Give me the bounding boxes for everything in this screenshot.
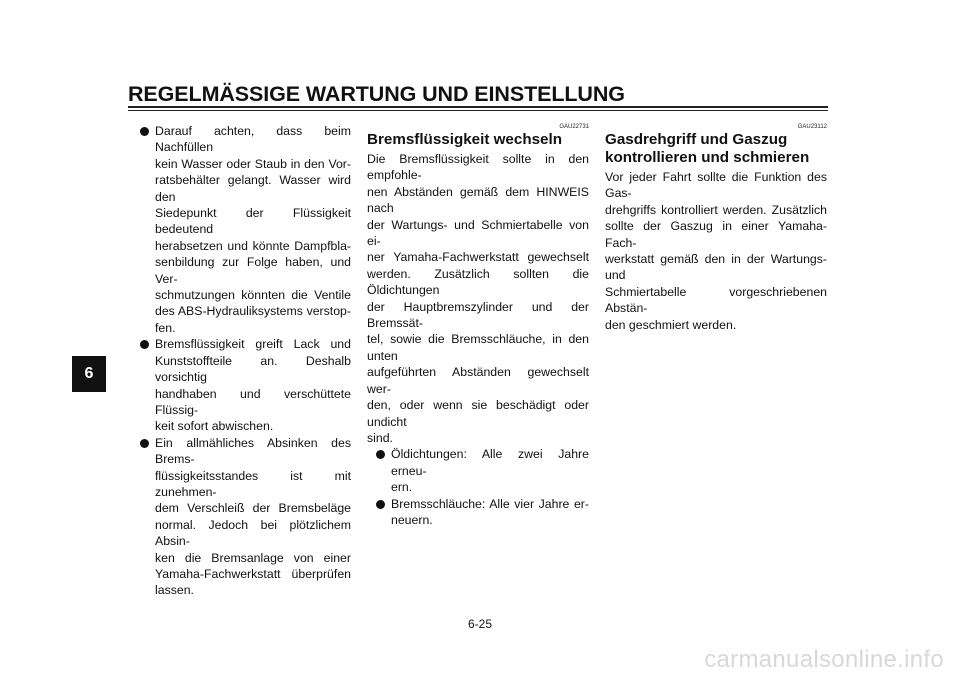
paragraph <box>605 169 827 333</box>
section-heading <box>605 131 827 167</box>
bullet-item <box>139 123 351 336</box>
text-line: fen. <box>155 320 176 335</box>
bullet-icon <box>140 127 149 136</box>
bullet-icon <box>140 439 149 448</box>
text-line: lassen. <box>155 583 194 598</box>
header-rule <box>128 106 828 108</box>
text-line: des ABS-Hydrauliksystems verstop- <box>155 304 351 319</box>
text-line: Ein allmähliches Absinken des Brems- <box>155 435 351 467</box>
watermark: carmanualsonline.info <box>704 646 944 673</box>
text-line: dem Verschleiß der Bremsbeläge <box>155 501 351 516</box>
text-line: Die Bremsflüssigkeit sollte in den empfohle- <box>367 152 589 183</box>
text-line: neuern. <box>391 512 433 527</box>
text-line: aufgeführten Abständen gewechselt wer- <box>367 365 589 396</box>
paragraph <box>367 151 589 446</box>
text-line: der Wartungs- und Schmiertabelle von ei- <box>367 217 589 249</box>
text-line: werkstatt gemäß den in der Wartungs- und <box>605 252 827 283</box>
bullet-item <box>367 446 589 495</box>
column-3 <box>605 123 827 333</box>
text-line: sind. <box>367 430 393 445</box>
column-2 <box>367 123 589 528</box>
section-heading: Bremsflüssigkeit wechseln <box>367 131 562 148</box>
bullet-item <box>139 336 351 434</box>
text-line: schmutzungen könnten die Ventile <box>155 288 351 303</box>
text-line: tel, sowie die Bremsschläuche, in den unten <box>367 332 589 363</box>
bullet-item <box>139 435 351 599</box>
text-line: den, oder wenn sie beschädigt oder undicht <box>367 398 589 429</box>
text-line: kein Wasser oder Staub in den Vor- <box>155 156 351 171</box>
text-line: flüssigkeitsstandes ist mit zunehmen- <box>155 468 351 499</box>
column-1 <box>139 123 351 599</box>
text-line: ratsbehälter gelangt. Wasser wird den <box>155 173 351 204</box>
text-line: Siedepunkt der Flüssigkeit bedeutend <box>155 206 351 237</box>
text-line: den geschmiert werden. <box>605 317 737 332</box>
heading-line: Gasdrehgriff und Gaszug <box>605 131 788 148</box>
text-line: drehgriffs kontrolliert werden. Zusätzlich <box>605 202 827 217</box>
text-line: herabsetzen und könnte Dampfbla- <box>155 238 351 253</box>
text-line: Schmiertabelle vorgeschriebenen Abstän- <box>605 284 827 316</box>
bullet-icon <box>376 500 385 509</box>
bullet-icon <box>140 340 149 349</box>
text-line: ner Yamaha-Fachwerkstatt gewechselt <box>367 250 589 265</box>
text-line: Yamaha-Fachwerkstatt überprüfen <box>155 566 351 581</box>
text-line: sollte der Gaszug in einer Yamaha-Fach- <box>605 219 827 250</box>
text-line: der Hauptbremszylinder und der Bremssät- <box>367 299 589 331</box>
text-line: ern. <box>391 480 413 495</box>
section-title: REGELMÄSSIGE WARTUNG UND EINSTELLUNG <box>128 82 625 106</box>
bullet-icon <box>376 450 385 459</box>
text-line: Bremsflüssigkeit greift Lack und <box>155 337 351 352</box>
text-line: senbildung zur Folge haben, und Ver- <box>155 255 351 286</box>
reference-code: GAU22731 <box>559 124 589 130</box>
text-line: ken die Bremsanlage von einer <box>155 550 351 565</box>
text-line: Öldichtungen: Alle zwei Jahre erneu- <box>391 447 589 478</box>
page-number: 6-25 <box>467 617 493 631</box>
header-rule-thin <box>128 110 828 111</box>
bullet-item <box>367 496 589 529</box>
text-line: Vor jeder Fahrt sollte die Funktion des Gas- <box>605 170 827 201</box>
chapter-tab <box>72 356 106 392</box>
text-line: Kunststoffteile an. Deshalb vorsichtig <box>155 353 351 385</box>
text-line: normal. Jedoch bei plötzlichem Absin- <box>155 517 351 549</box>
chapter-number: 6 <box>84 365 94 382</box>
text-line: Bremsschläuche: Alle vier Jahre er- <box>391 496 589 511</box>
text-line: handhaben und verschüttete Flüssig- <box>155 386 351 417</box>
text-line: werden. Zusätzlich sollten die Öldichtungen <box>367 266 589 298</box>
heading-line: kontrollieren und schmieren <box>605 149 810 166</box>
text-line: nen Abständen gemäß dem HINWEIS nach <box>367 184 589 216</box>
text-line: Darauf achten, dass beim Nachfüllen <box>155 124 351 155</box>
reference-code: GAU23112 <box>797 124 827 130</box>
text-line: keit sofort abwischen. <box>155 419 274 434</box>
